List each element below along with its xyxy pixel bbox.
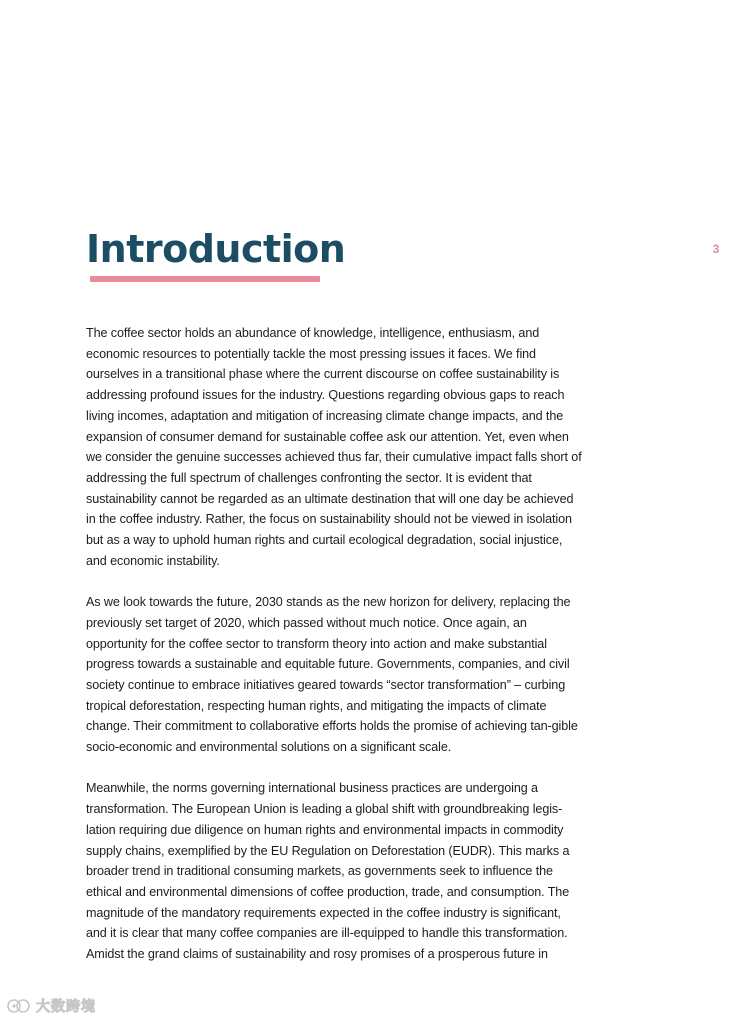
- watermark: [6, 995, 96, 1017]
- paragraph-2: As we look towards the future, 2030 stands as the new horizon for delivery, replacing the previously set target of 2020, which passed without much notice. Once again, an opportunity for the coffee sector to transform theory into action and make substantial progress towards a sustainable and equitable future. Governments, companies, and civil society continue to embrace initiatives geared towards “sector transformation” – curbing tropical deforestation, respecting human rights, and mitigating the impacts of climate change. Their commitment to collaborative efforts holds the promise of achieving tan-gible socio-economic and environmental solutions on a significant scale.: [86, 595, 578, 755]
- watermark-logo-icon: [6, 997, 32, 1015]
- paragraph-3: Meanwhile, the norms governing international business practices are undergoing a transformation. The European Union is leading a global shift with groundbreaking legis-lation requiring due diligence on human rights and environmental impacts in commodity supply chains, exemplified by the EU Regulation on Deforestation (EUDR). This marks a broader trend in traditional consuming markets, as governments seek to influence the ethical and environmental dimensions of coffee production, trade, and consumption. The magnitude of the mandatory requirements expected in the coffee industry is significant, and it is clear that many coffee companies are ill-equipped to handle this transformation. Amidst the grand claims of sustainability and rosy promises of a prosperous future in: [86, 781, 570, 962]
- title-underline: [90, 276, 320, 282]
- paragraph-1: The coffee sector holds an abundance of knowledge, intelligence, enthusiasm, and economic resources to potentially tackle the most pressing issues it faces. We find ourselves in a transitional phase where the current discourse on coffee sustainability is addressing profound issues for the industry. Questions regarding obvious gaps to reach living incomes, adaptation and mitigation of increasing climate change impacts, and the expansion of consumer demand for sustainable coffee ask our attention. Yet, even when we consider the genuine successes achieved thus far, their cumulative impact falls short of addressing the full spectrum of challenges confronting the sector. It is evident that sustainability cannot be regarded as an ultimate destination that will one day be achieved in the coffee industry. Rather, the focus on sustainability should not be viewed in isolation but as a way to uphold human rights and curtail ecological degradation, social injustice, and economic instability.: [86, 326, 582, 568]
- page-number: 3: [712, 242, 720, 256]
- watermark-text: 大数跨境: [36, 999, 96, 1015]
- body-text: [86, 323, 584, 985]
- page-title: Introduction: [86, 227, 346, 271]
